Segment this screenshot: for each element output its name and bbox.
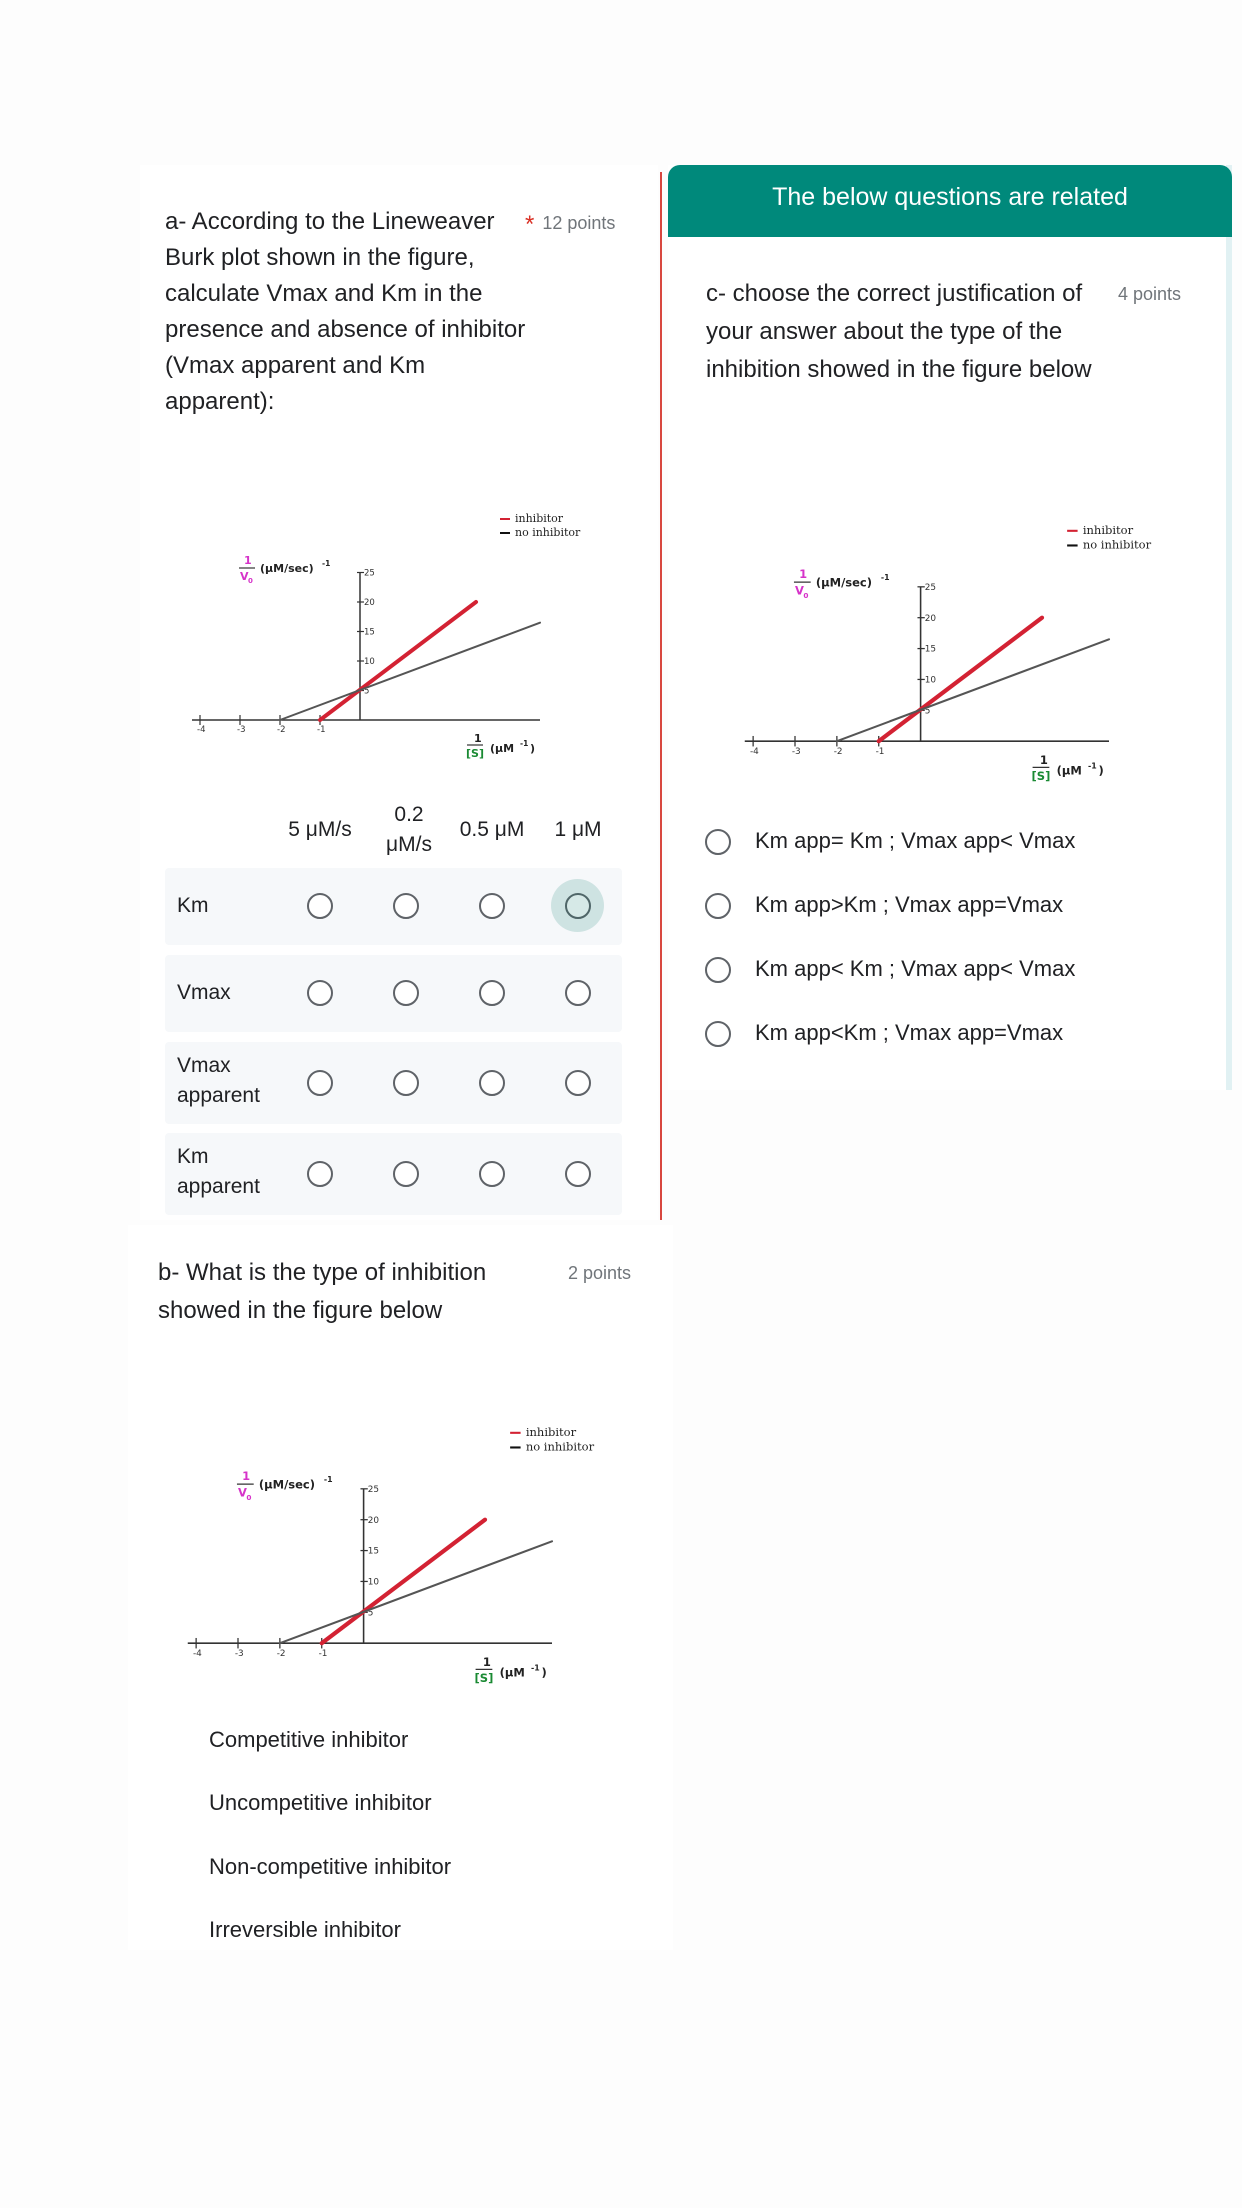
- radio-vmax-apparent-0-5um[interactable]: [479, 1070, 505, 1096]
- radio-vmax-apparent-0-2um-s[interactable]: [393, 1070, 419, 1096]
- option-irreversible-inhibitor[interactable]: Irreversible inhibitor: [209, 1917, 401, 1942]
- y-label-denominator: V: [795, 583, 804, 598]
- y-label-unit: (μM/sec): [815, 575, 873, 590]
- y-tick-label: 10: [364, 657, 375, 667]
- inhibitor-line: [322, 1520, 485, 1644]
- x-tick-label: -1: [317, 725, 326, 735]
- lineweaver-burk-plot-c: [732, 490, 1172, 804]
- x-tick-label: -1: [875, 746, 885, 757]
- option-km-app-gt-km-vmax-app-eq-vmax[interactable]: [705, 884, 1205, 930]
- y-tick-label: 20: [367, 1515, 380, 1526]
- no-inhibitor-line: [837, 639, 1109, 741]
- x-tick-label: -2: [833, 746, 843, 757]
- section-divider: [660, 172, 662, 1220]
- y-tick-label: 10: [924, 675, 937, 686]
- option-uncompetitive-inhibitor[interactable]: Uncompetitive inhibitor: [209, 1790, 432, 1815]
- x-tick-label: -4: [749, 746, 759, 757]
- y-label-exponent: -1: [323, 1475, 333, 1485]
- radio-km-apparent-0-2um-s[interactable]: [393, 1161, 419, 1187]
- radio-km-apparent-1um[interactable]: [565, 1161, 591, 1187]
- radio-vmax-apparent-1um[interactable]: [565, 1070, 591, 1096]
- x-tick-label: -3: [237, 725, 246, 735]
- y-label-numerator: 1: [799, 566, 808, 581]
- y-tick-label: 25: [364, 568, 375, 579]
- option-radio[interactable]: [705, 957, 731, 983]
- x-tick-label: -2: [276, 1648, 286, 1659]
- inhibitor-line: [879, 618, 1042, 742]
- x-label-close: ): [530, 742, 536, 755]
- x-label-unit: (μM: [490, 742, 515, 755]
- y-tick-label: 25: [924, 582, 937, 593]
- option-label: Km app= Km ; Vmax app< Vmax: [755, 828, 1076, 853]
- x-label-numerator: 1: [482, 1655, 491, 1670]
- radio-km-1um[interactable]: [565, 893, 591, 919]
- x-tick-label: -3: [791, 746, 801, 757]
- grid-row-vmax-apparent: [165, 1042, 622, 1124]
- question-c-text: c- choose the correct justification of your answer about the type of the inhibition showed in the figure below: [706, 280, 1092, 383]
- column-header-0-2um-s: 0.2 μM/s: [386, 803, 432, 856]
- row-label-km: Km: [177, 894, 209, 917]
- grid-row-km-apparent: [165, 1133, 622, 1215]
- lineweaver-burk-plot-a: [180, 480, 600, 780]
- option-km-app-lt-km-vmax-app-lt-vmax[interactable]: [705, 948, 1205, 994]
- row-label-vmax: Vmax: [177, 981, 231, 1004]
- x-label-close: ): [541, 1665, 547, 1680]
- x-label-denominator: [S]: [1031, 768, 1051, 783]
- y-tick-label: 5: [924, 706, 931, 717]
- x-tick-label: -2: [277, 725, 286, 735]
- y-tick-label: 20: [364, 598, 375, 608]
- no-inhibitor-line: [280, 623, 540, 720]
- section-header-banner: The below questions are related: [668, 165, 1232, 237]
- y-tick-label: 10: [367, 1577, 380, 1588]
- y-label-subscript: 0: [246, 1492, 252, 1502]
- y-label-subscript: 0: [248, 577, 253, 585]
- column-header-1um: 1 μM: [554, 818, 602, 841]
- radio-vmax-0-2um-s[interactable]: [393, 980, 419, 1006]
- question-b-text: b- What is the type of inhibition showed in the figure below: [158, 1259, 487, 1324]
- legend-label: no inhibitor: [525, 1439, 595, 1454]
- option-radio[interactable]: [705, 829, 731, 855]
- inhibitor-line: [320, 602, 476, 720]
- y-tick-label: 20: [924, 613, 937, 624]
- y-label-denominator: V: [238, 1485, 247, 1500]
- x-tick-label: -1: [318, 1648, 328, 1659]
- required-asterisk: *: [525, 211, 535, 238]
- lineweaver-burk-plot-b: [175, 1392, 615, 1706]
- x-label-unit: (μM: [1056, 763, 1082, 778]
- x-label-unit: (μM: [499, 1665, 525, 1680]
- y-tick-label: 15: [364, 627, 375, 638]
- question-c-options: [705, 820, 1205, 1060]
- radio-vmax-0-5um[interactable]: [479, 980, 505, 1006]
- row-label-vmax-apparent: Vmax apparent: [177, 1054, 260, 1107]
- y-label-unit: (μM/sec): [258, 1477, 316, 1492]
- y-tick-label: 15: [367, 1546, 380, 1557]
- question-a-points: [525, 208, 615, 236]
- x-label-numerator: 1: [1039, 753, 1048, 768]
- option-label: Km app<Km ; Vmax app=Vmax: [755, 1020, 1064, 1045]
- question-b-points: 2 points: [568, 1263, 632, 1283]
- radio-vmax-apparent-5um-s[interactable]: [307, 1070, 333, 1096]
- x-label-numerator: 1: [474, 732, 482, 745]
- x-tick-label: -3: [234, 1648, 244, 1659]
- question-a-text: a- According to the Lineweaver Burk plot shown in the figure, calculate Vmax and Km in the presence and absence of inhibitor (Vmax apparent and Km apparent):: [165, 208, 526, 415]
- radio-vmax-5um-s[interactable]: [307, 980, 333, 1006]
- x-label-denominator: [S]: [466, 747, 484, 760]
- option-radio[interactable]: [705, 1021, 731, 1047]
- radio-km-5um-s[interactable]: [307, 893, 333, 919]
- radio-km-apparent-0-5um[interactable]: [479, 1161, 505, 1187]
- option-label: Km app< Km ; Vmax app< Vmax: [755, 956, 1076, 981]
- x-tick-label: -4: [192, 1648, 202, 1659]
- row-label-km-apparent: Km apparent: [177, 1145, 260, 1198]
- y-tick-label: 5: [367, 1608, 374, 1619]
- radio-vmax-1um[interactable]: [565, 980, 591, 1006]
- legend-label: no inhibitor: [1082, 537, 1152, 552]
- grid-row-vmax: [165, 955, 622, 1032]
- option-radio[interactable]: [705, 893, 731, 919]
- y-label-numerator: 1: [244, 554, 252, 567]
- legend-label: inhibitor: [1082, 522, 1134, 537]
- y-tick-label: 5: [364, 686, 370, 697]
- y-label-unit: (μM/sec): [260, 562, 314, 575]
- legend-label: inhibitor: [525, 1424, 577, 1439]
- legend-label: no inhibitor: [515, 526, 581, 539]
- option-competitive-inhibitor[interactable]: Competitive inhibitor: [209, 1727, 409, 1752]
- column-header-0-5um: 0.5 μM: [459, 818, 525, 841]
- x-tick-label: -4: [197, 725, 206, 735]
- x-label-exponent: -1: [531, 1663, 540, 1673]
- option-label: Km app>Km ; Vmax app=Vmax: [755, 892, 1064, 917]
- y-label-numerator: 1: [242, 1468, 251, 1483]
- y-tick-label: 15: [924, 644, 937, 655]
- x-label-exponent: -1: [1088, 761, 1097, 771]
- option-km-app-lt-km-vmax-app-eq-vmax[interactable]: [705, 1012, 1205, 1058]
- y-label-subscript: 0: [803, 590, 809, 600]
- radio-km-0-2um-s[interactable]: [393, 893, 419, 919]
- y-label-denominator: V: [240, 570, 249, 583]
- column-header-5um-s: 5 μM/s: [288, 818, 352, 841]
- option-non-competitive-inhibitor[interactable]: Non-competitive inhibitor: [209, 1854, 452, 1879]
- x-label-close: ): [1098, 763, 1104, 778]
- question-c-points: 4 points: [1118, 284, 1182, 304]
- points-label: 12 points: [542, 213, 616, 233]
- no-inhibitor-line: [280, 1541, 552, 1643]
- option-km-app-eq-km-vmax-app-lt-vmax[interactable]: [705, 820, 1205, 866]
- x-label-exponent: -1: [520, 739, 529, 748]
- y-label-exponent: -1: [880, 573, 890, 583]
- grid-row-km: [165, 868, 622, 945]
- y-tick-label: 25: [367, 1484, 380, 1495]
- radio-km-apparent-5um-s[interactable]: [307, 1161, 333, 1187]
- y-label-exponent: -1: [322, 559, 331, 568]
- radio-km-0-5um[interactable]: [479, 893, 505, 919]
- legend-label: inhibitor: [515, 512, 564, 525]
- x-label-denominator: [S]: [474, 1670, 494, 1685]
